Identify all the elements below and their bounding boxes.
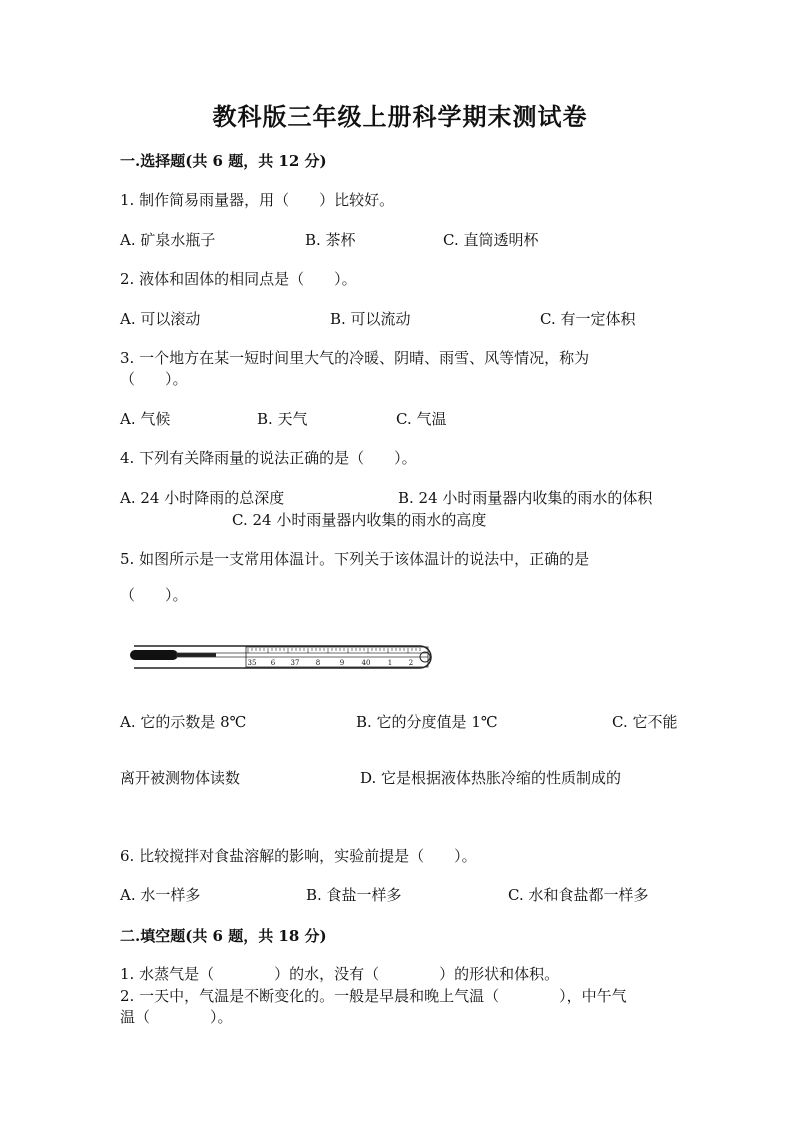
q2-option-a: A. 可以滚动	[120, 310, 201, 328]
q6-option-b: B. 食盐一样多	[306, 886, 402, 904]
scale-label: 9	[339, 659, 345, 667]
q6-option-a: A. 水一样多	[120, 886, 201, 904]
fill-question-1: 1. 水蒸气是（ ）的水，没有（ ）的形状和体积。	[120, 965, 560, 983]
q6-option-c: C. 水和食盐都一样多	[508, 886, 649, 904]
question-1: 1. 制作简易雨量器，用（ ）比较好。	[120, 191, 395, 209]
page-title: 教科版三年级上册科学期末测试卷	[212, 102, 588, 131]
fill-question-2-line1: 2. 一天中，气温是不断变化的。一般是早晨和晚上气温（ ），中午气	[120, 987, 627, 1005]
question-3-line2: （ ）。	[120, 370, 188, 388]
section-heading-choice: 一.选择题(共 6 题，共 12 分)	[120, 152, 327, 170]
scale-label: 6	[270, 659, 276, 667]
q5-option-d: D. 它是根据液体热胀冷缩的性质制成的	[360, 769, 622, 787]
question-4: 4. 下列有关降雨量的说法正确的是（ ）。	[120, 449, 417, 467]
fill-question-2-line2: 温（ ）。	[120, 1008, 233, 1026]
question-5-line1: 5. 如图所示是一支常用体温计。下列关于该体温计的说法中，正确的是	[120, 550, 590, 568]
q1-option-b: B. 茶杯	[305, 231, 356, 249]
question-5-line2: （ ）。	[120, 586, 188, 604]
q5-option-c-part1: C. 它不能	[612, 713, 678, 731]
q2-option-c: C. 有一定体积	[540, 310, 636, 328]
section-heading-fill: 二.填空题(共 6 题，共 18 分)	[120, 927, 327, 945]
q5-option-a: A. 它的示数是 8℃	[120, 713, 247, 731]
scale-label: 37	[290, 659, 300, 667]
scale-label: 35	[247, 659, 257, 667]
scale-label: 40	[361, 659, 371, 667]
scale-label: 1	[387, 659, 393, 667]
q5-option-b: B. 它的分度值是 1℃	[356, 713, 498, 731]
scale-label: 8	[315, 659, 321, 667]
q1-option-c: C. 直筒透明杯	[443, 231, 539, 249]
q2-option-b: B. 可以流动	[330, 310, 411, 328]
q3-option-a: A. 气候	[120, 410, 171, 428]
q3-option-b: B. 天气	[257, 410, 308, 428]
question-6: 6. 比较搅拌对食盐溶解的影响，实验前提是（ ）。	[120, 847, 477, 865]
question-2: 2. 液体和固体的相同点是（ ）。	[120, 270, 357, 288]
q3-option-c: C. 气温	[396, 410, 447, 428]
q4-option-a: A. 24 小时降雨的总深度	[120, 489, 285, 507]
thermometer-figure	[128, 640, 440, 676]
question-3-line1: 3. 一个地方在某一短时间里大气的冷暖、阴晴、雨雪、风等情况，称为	[120, 349, 590, 367]
q4-option-c: C. 24 小时雨量器内收集的雨水的高度	[232, 511, 487, 529]
q4-option-b: B. 24 小时雨量器内收集的雨水的体积	[398, 489, 653, 507]
q1-option-a: A. 矿泉水瓶子	[120, 231, 216, 249]
scale-label: 2	[408, 659, 414, 667]
q5-option-c-part2: 离开被测物体读数	[120, 769, 241, 787]
